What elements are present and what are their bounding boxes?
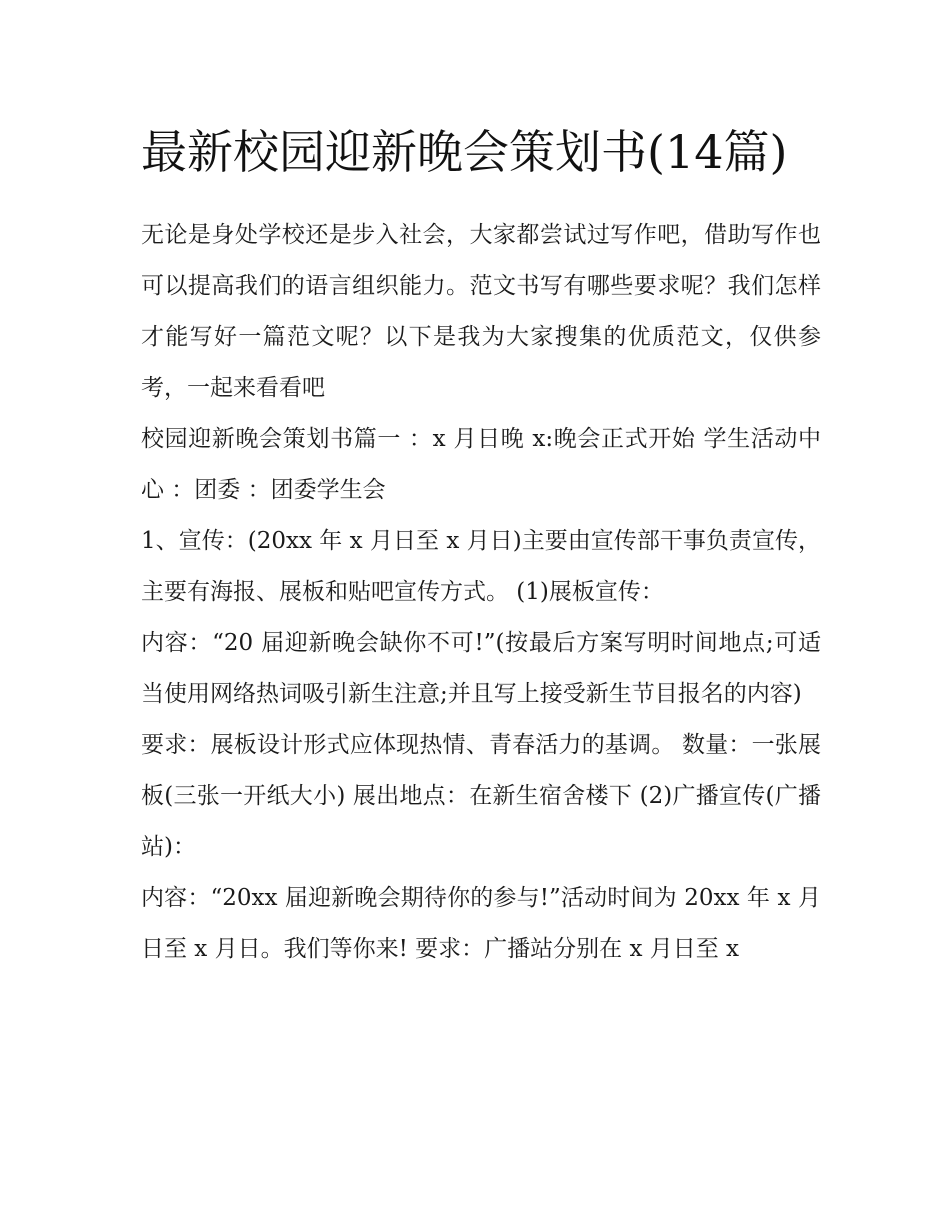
section-heading-paragraph: 校园迎新晚会策划书篇一 ：x 月日晚 x:晚会正式开始 学生活动中心 ：团委 ：团委学生会 xyxy=(141,426,821,503)
document-body xyxy=(141,112,821,975)
document-title: 最新校园迎新晚会策划书(14篇) xyxy=(141,125,788,179)
broadcast-content-paragraph: 内容：“20xx 届迎新晚会期待你的参与!”活动时间为 20xx 年 x 月日至 x 月日。我们等你来! 要求：广播站分别在 x 月日至 x xyxy=(141,885,821,962)
board-requirement-paragraph: 要求：展板设计形式应体现热情、青春活力的基调。 数量：一张展板(三张一开纸大小) 展出地点：在新生宿舍楼下 (2)广播宣传(广播站)： xyxy=(141,732,821,860)
intro-paragraph: 无论是身处学校还是步入社会，大家都尝试过写作吧，借助写作也可以提高我们的语言组织能力。范文书写有哪些要求呢？我们怎样才能写好一篇范文呢？以下是我为大家搜集的优质范文，仅供参考，一起来看看吧 xyxy=(141,222,821,401)
publicity-paragraph: 1、宣传：(20xx 年 x 月日至 x 月日)主要由宣传部干事负责宣传，主要有海报、展板和贴吧宣传方式。 (1)展板宣传： xyxy=(141,528,821,605)
board-content-paragraph: 内容：“20 届迎新晚会缺你不可!”(按最后方案写明时间地点;可适当使用网络热词吸引新生注意;并且写上接受新生节目报名的内容) xyxy=(141,630,821,707)
